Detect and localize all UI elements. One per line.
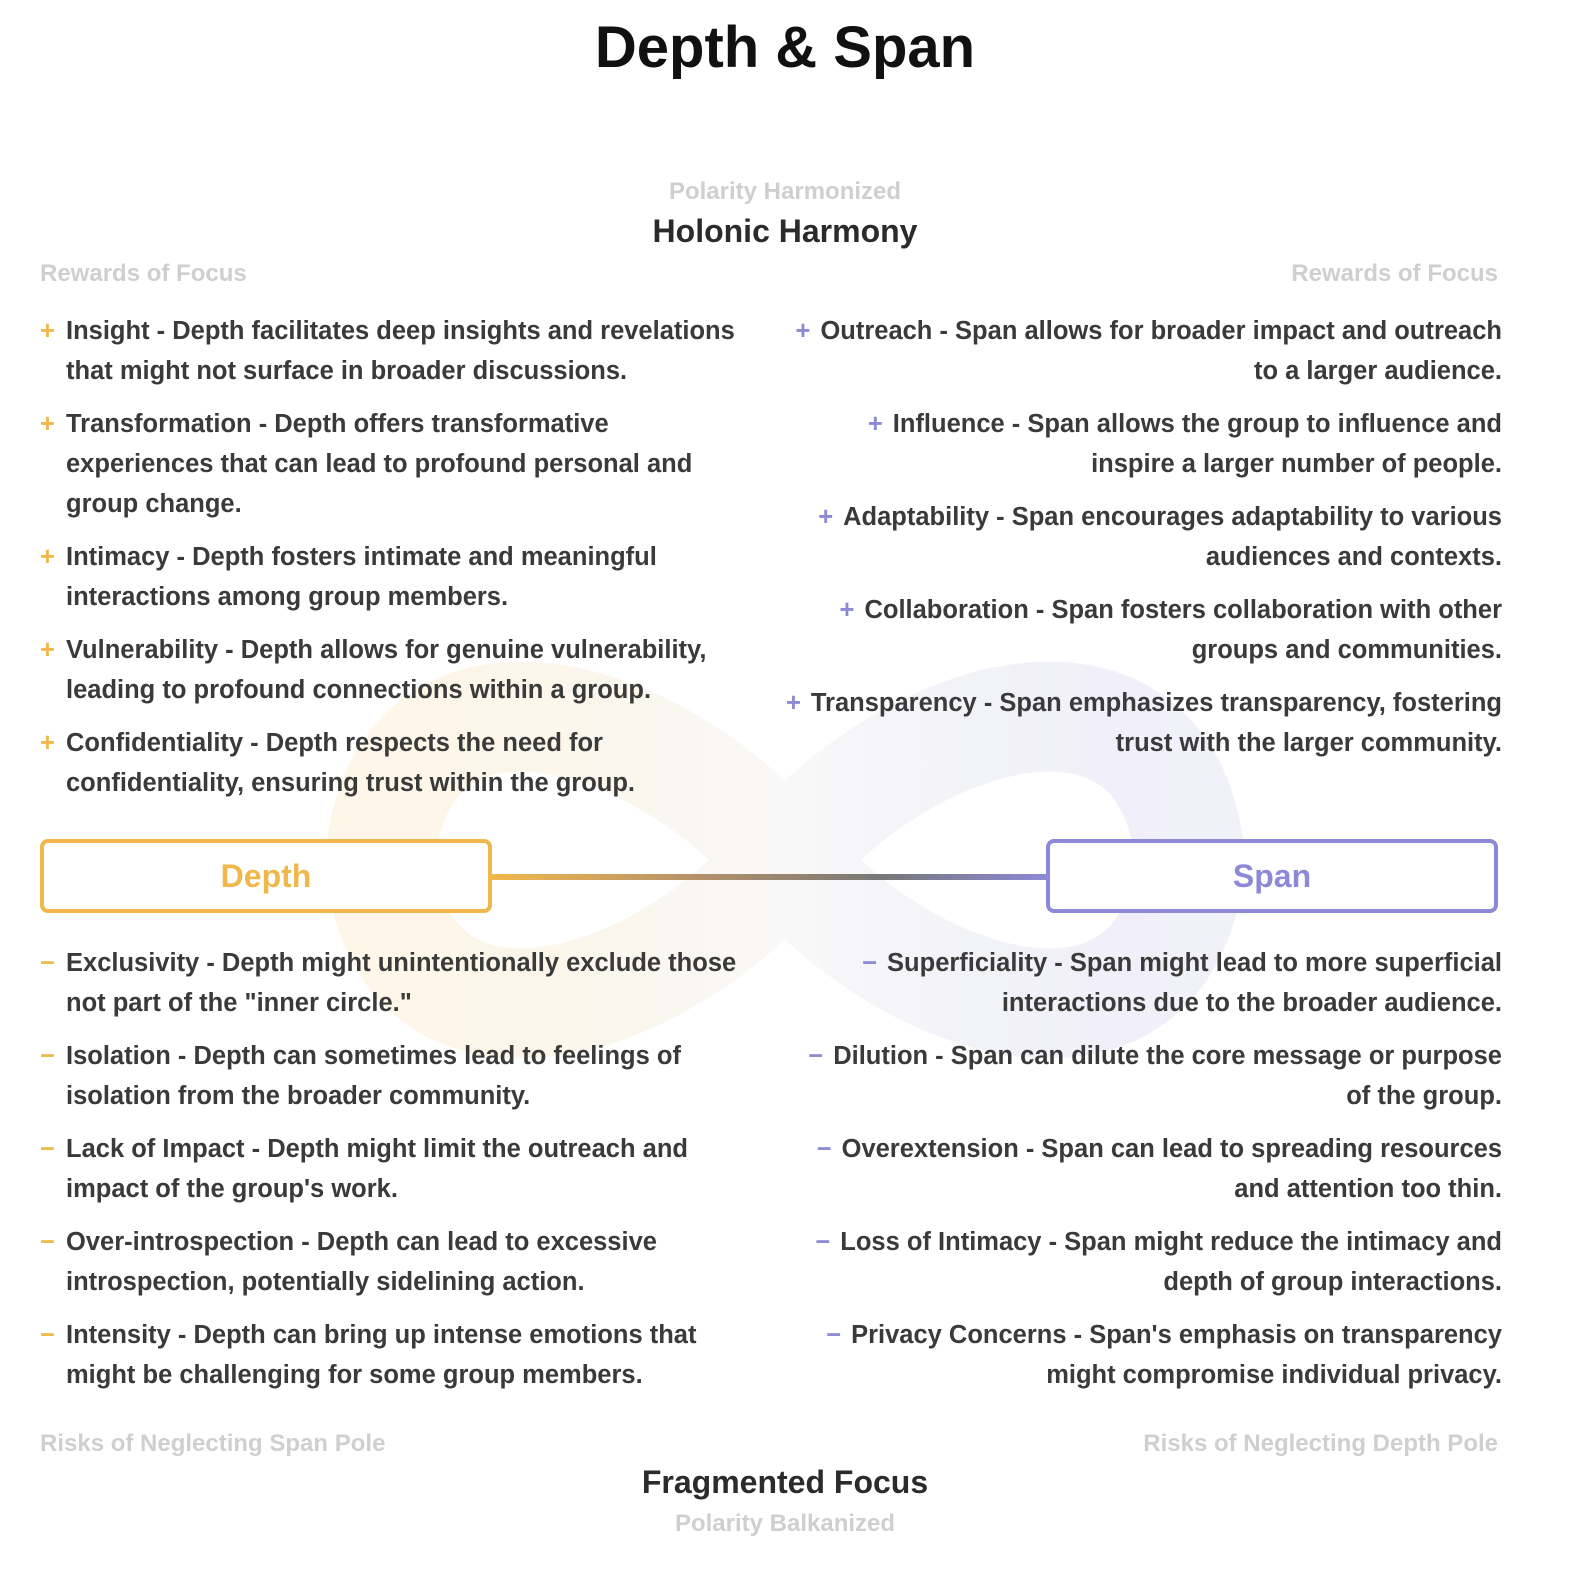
list-item-text: Transformation - Depth offers transformative experiences that can lead to profound personal and group change.	[66, 410, 693, 518]
list-item-text: Influence - Span allows the group to influence and inspire a larger number of people.	[892, 410, 1502, 478]
plus-icon: +	[867, 410, 883, 438]
span-pole: Span	[1046, 839, 1498, 913]
list-item-text: Over-introspection - Depth can lead to excessive introspection, potentially sidelining action.	[66, 1228, 657, 1296]
minus-icon: −	[826, 1321, 842, 1349]
top-label: Holonic Harmony	[652, 213, 918, 249]
depth-reward-item	[40, 311, 760, 391]
span-reward-item	[782, 683, 1502, 763]
depth-pole: Depth	[40, 839, 492, 913]
top-subtitle: Polarity Harmonized	[668, 178, 902, 205]
list-item-text: Dilution - Span can dilute the core message or purpose of the group.	[833, 1042, 1502, 1110]
list-item-text: Confidentiality - Depth respects the need for confidentiality, ensuring trust within the group.	[66, 729, 636, 797]
list-item-text: Intimacy - Depth fosters intimate and meaningful interactions among group members.	[66, 543, 657, 611]
list-item-text: Adaptability - Span encourages adaptability to various audiences and contexts.	[843, 503, 1502, 571]
list-item-text: Loss of Intimacy - Span might reduce the intimacy and depth of group interactions.	[840, 1228, 1502, 1296]
depth-rewards-list	[40, 311, 760, 816]
list-item-text: Lack of Impact - Depth might limit the outreach and impact of the group's work.	[66, 1135, 688, 1203]
plus-icon: +	[785, 689, 801, 717]
list-item-text: Vulnerability - Depth allows for genuine vulnerability, leading to profound connections within a group.	[66, 636, 707, 704]
rewards-right-heading: Rewards of Focus	[1291, 260, 1498, 287]
plus-icon: +	[40, 729, 55, 757]
minus-icon: −	[40, 1321, 55, 1349]
list-item-text: Isolation - Depth can sometimes lead to feelings of isolation from the broader community.	[66, 1042, 681, 1110]
depth-risk-item	[40, 1036, 760, 1116]
rewards-left-heading: Rewards of Focus	[40, 260, 247, 287]
depth-risk-item	[40, 1222, 760, 1302]
minus-icon: −	[816, 1135, 832, 1163]
minus-icon: −	[40, 1228, 55, 1256]
plus-icon: +	[40, 636, 55, 664]
minus-icon: −	[808, 1042, 824, 1070]
plus-icon: +	[40, 543, 55, 571]
risks-right-heading: Risks of Neglecting Depth Pole	[1143, 1430, 1498, 1457]
depth-reward-item	[40, 630, 760, 710]
span-rewards-list	[782, 311, 1502, 776]
list-item-text: Intensity - Depth can bring up intense emotions that might be challenging for some group members.	[66, 1321, 697, 1389]
list-item-text: Overextension - Span can lead to spreading resources and attention too thin.	[841, 1135, 1502, 1203]
span-risk-item	[782, 1222, 1502, 1302]
depth-reward-item	[40, 404, 760, 524]
list-item-text: Superficiality - Span might lead to more superficial interactions due to the broader audience.	[887, 949, 1502, 1017]
list-item-text: Transparency - Span emphasizes transparency, fostering trust with the larger community.	[810, 689, 1502, 757]
span-reward-item	[782, 497, 1502, 577]
span-risk-item	[782, 1315, 1502, 1395]
plus-icon: +	[40, 317, 55, 345]
span-risk-item	[782, 1129, 1502, 1209]
span-reward-item	[782, 590, 1502, 670]
plus-icon: +	[795, 317, 811, 345]
minus-icon: −	[40, 1135, 55, 1163]
span-reward-item	[782, 311, 1502, 391]
plus-icon: +	[839, 596, 855, 624]
depth-reward-item	[40, 537, 760, 617]
bottom-subtitle: Polarity Balkanized	[674, 1510, 896, 1537]
minus-icon: −	[40, 1042, 55, 1070]
plus-icon: +	[818, 503, 834, 531]
list-item-text: Insight - Depth facilitates deep insights and revelations that might not surface in broader discussions.	[66, 317, 735, 385]
depth-risk-item	[40, 1315, 760, 1395]
list-item-text: Privacy Concerns - Span's emphasis on transparency might compromise individual privacy.	[851, 1321, 1502, 1389]
depth-reward-item	[40, 723, 760, 803]
span-risks-list	[782, 943, 1502, 1408]
depth-risk-item	[40, 1129, 760, 1209]
span-risk-item	[782, 943, 1502, 1023]
span-risk-item	[782, 1036, 1502, 1116]
list-item-text: Collaboration - Span fosters collaboration with other groups and communities.	[864, 596, 1502, 664]
list-item-text: Exclusivity - Depth might unintentionally exclude those not part of the "inner circle."	[66, 949, 737, 1017]
list-item-text: Outreach - Span allows for broader impact and outreach to a larger audience.	[820, 317, 1502, 385]
minus-icon: −	[815, 1228, 831, 1256]
page-title: Depth & Span	[594, 15, 976, 80]
depth-risk-item	[40, 943, 760, 1023]
pole-connector	[492, 874, 1046, 880]
risks-left-heading: Risks of Neglecting Span Pole	[40, 1430, 386, 1457]
span-reward-item	[782, 404, 1502, 484]
minus-icon: −	[862, 949, 878, 977]
bottom-label: Fragmented Focus	[641, 1464, 929, 1500]
minus-icon: −	[40, 949, 55, 977]
plus-icon: +	[40, 410, 55, 438]
depth-risks-list	[40, 943, 760, 1408]
